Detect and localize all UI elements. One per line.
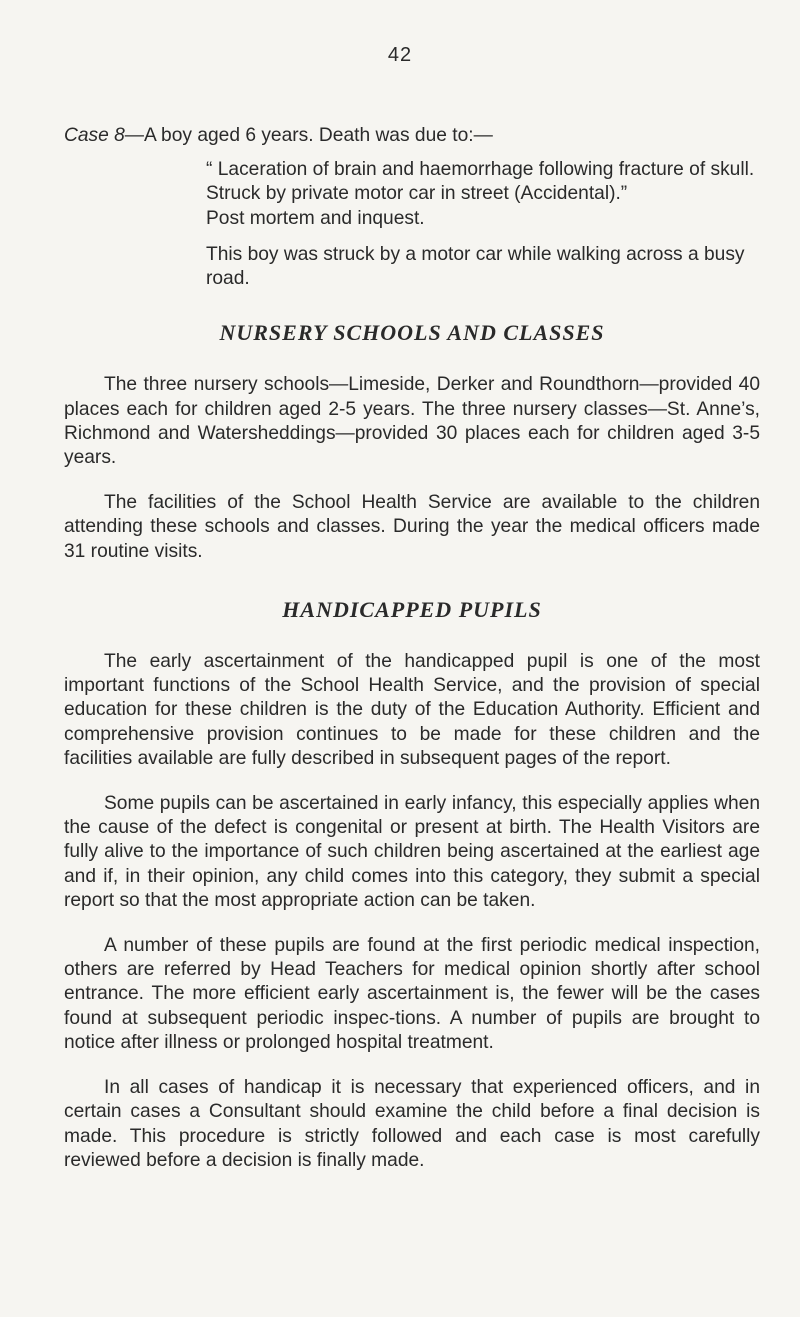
handicapped-paragraph: In all cases of handicap it is necessary that experienced officers, and in certain cases a Consultant should examine the child before a final decision is made. This procedure is strictly followed and each case is most carefully reviewed before a decision is finally made. [64, 1077, 760, 1171]
page-number: 42 [387, 44, 413, 66]
handicapped-paragraph: Some pupils can be ascertained in early infancy, this especially applies when the cause of the defect is congenital or present at birth. The Health Visitors are fully alive to the importance of such children being ascertained at the earliest age and if, in their opinion, any child comes into this category, they submit a special report so that the most appropriate action can be taken. [64, 793, 760, 911]
handicapped-heading: HANDICAPPED PUPILS [282, 596, 542, 622]
case-intro: —A boy aged 6 years. Death was due to:— [124, 125, 493, 146]
case-header [64, 124, 760, 148]
nursery-paragraph: The three nursery schools—Limeside, Derker and Roundthorn—provided 40 places each for children aged 2-5 years. The three nursery classes—St. Anne’s, Richmond and Watersheddings—provided 30 places each for children aged 3-5 years. [64, 374, 760, 469]
case-label: Case 8 [64, 125, 125, 146]
case-description: This boy was struck by a motor car while walking across a busy road. [206, 243, 745, 290]
case-body [206, 158, 760, 291]
page-content [64, 124, 760, 1173]
handicapped-paragraph: A number of these pupils are found at the first periodic medical inspection, others are referred by Head Teachers for medical opinion shortly after school entrance. The more efficient early ascertainment is, the fewer will be the cases found at subsequent periodic inspec-tions. A number of pupils are brought to notice after illness or prolonged hospital treatment. [64, 935, 760, 1053]
handicapped-paragraph: The early ascertainment of the handicapped pupil is one of the most important functions of the School Health Service, and the provision of special education for these children is the duty of the Education Authority. Efficient and comprehensive provision continues to be made for these children and the facilities available are fully described in subsequent pages of the report. [64, 651, 760, 769]
nursery-heading: NURSERY SCHOOLS AND CLASSES [219, 320, 605, 346]
case-cause: “ Laceration of brain and haemorrhage following fracture of skull. Struck by private motor car in street (Accidental).” [206, 159, 755, 205]
nursery-paragraph: The facilities of the School Health Service are available to the children attending these schools and classes. During the year the medical officers made 31 routine visits. [64, 492, 760, 562]
case-post-mortem: Post mortem and inquest. [206, 207, 425, 229]
